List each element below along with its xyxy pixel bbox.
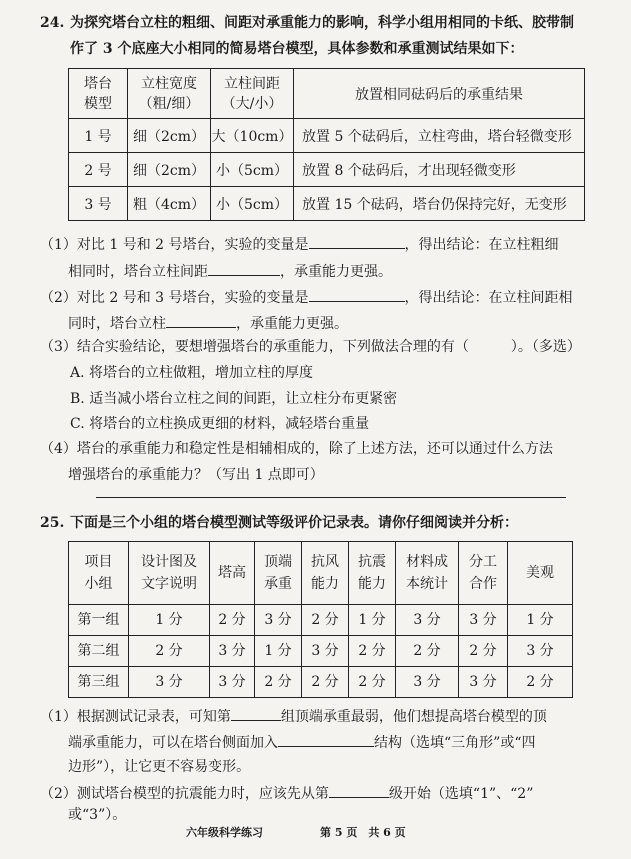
q25-cell: 第三组: [69, 667, 129, 698]
answer-blank[interactable]: [309, 232, 405, 249]
q24-header-cell: 放置相同砝码后的承重结果: [294, 69, 585, 119]
q24-cell: 大（10cm）: [211, 119, 294, 153]
q24-sub4-line2: 增强塔台的承重能力？（写出 1 点即可）: [68, 467, 324, 483]
q25-cell: 2 分: [508, 667, 573, 698]
q24-cell: 1 号: [69, 119, 128, 153]
q24-cell: 小（5cm）: [211, 187, 294, 221]
q24-sub1-line2: 相同时，塔台立柱间距 ，承重能力更强。: [68, 259, 392, 283]
q25-cell: 第一组: [69, 605, 129, 636]
q24-cell: 放置 5 个砝码后，立柱弯曲，塔台轻微变形: [294, 119, 585, 153]
q25-cell: 3 分: [210, 636, 255, 667]
q25-header-cell: 设计图及 文字说明: [129, 542, 210, 605]
q25-header-cell: 抗震 能力: [349, 542, 396, 605]
q25-cell: 2 分: [302, 605, 349, 636]
q24-intro-line1: 为探究塔台立柱的粗细、间距对承重能力的影响，科学小组用相同的卡纸、胶带制: [70, 15, 574, 31]
q25-cell: 3 分: [459, 667, 508, 698]
q25-sub1-line2: 端承重能力，可以在塔台侧面加入 结构（选填“三角形”或“四: [68, 730, 535, 754]
q25-table-row: [69, 636, 573, 667]
q24-cell: 2 号: [69, 153, 128, 187]
q25-sub1-line3: 边形”），让它更不容易变形。: [68, 759, 251, 775]
q25-cell: 2 分: [302, 667, 349, 698]
q25-header-cell: 项目 小组: [69, 542, 129, 605]
q24-table-row: [69, 153, 585, 187]
q25-cell: 2 分: [349, 636, 396, 667]
q25-cell: 2 分: [396, 636, 459, 667]
q24-sub2-line1: （2）对比 2 号和 3 号塔台，实验的变量是 ，得出结论：在立柱间距相: [40, 285, 573, 309]
q24-cell: 粗（4cm）: [128, 187, 211, 221]
q24-option-c: C. 将塔台的立柱换成更细的材料，减轻塔台重量: [70, 416, 370, 432]
q25-table-row: [69, 667, 573, 698]
q24-table-row: [69, 187, 585, 221]
q25-sub2-line1: （2）测试塔台模型的抗震能力时，应该先从第 级开始（选填“1”、“2”: [40, 781, 533, 805]
q25-cell: 1 分: [129, 605, 210, 636]
q25-cell: 3 分: [210, 667, 255, 698]
q24-table-header-row: [69, 69, 585, 119]
q24-option-b: B. 适当减小塔台立柱之间的间距，让立柱分布更紧密: [70, 391, 398, 407]
q24-table-row: [69, 119, 585, 153]
q25-header-cell: 美观: [508, 542, 573, 605]
q24-test-table: [68, 68, 585, 221]
q24-answer-line[interactable]: [96, 497, 566, 498]
q25-cell: 1 分: [255, 636, 302, 667]
q24-cell: 放置 8 个砝码后，才出现轻微变形: [294, 153, 585, 187]
q25-cell: 2 分: [459, 636, 508, 667]
q24-cell: 细（2cm）: [128, 153, 211, 187]
q24-sub2-line2: 同时，塔台立柱 ，承重能力更强。: [68, 311, 348, 335]
q25-cell: 3 分: [396, 605, 459, 636]
q25-cell: 3 分: [255, 605, 302, 636]
footer-subject: 六年级科学练习: [186, 826, 263, 839]
q25-cell: 3 分: [508, 636, 573, 667]
q25-cell: 3 分: [129, 667, 210, 698]
q25-header-cell: 顶端 承重: [255, 542, 302, 605]
q25-header-cell: 抗风 能力: [302, 542, 349, 605]
q25-number: 25.: [40, 515, 65, 531]
q24-number: 24.: [40, 15, 65, 31]
q25-cell: 3 分: [396, 667, 459, 698]
q25-cell: 2 分: [255, 667, 302, 698]
q25-cell: 1 分: [349, 605, 396, 636]
q25-cell: 第二组: [69, 636, 129, 667]
q25-header-cell: 材料成 本统计: [396, 542, 459, 605]
q24-cell: 小（5cm）: [211, 153, 294, 187]
q25-intro: 下面是三个小组的塔台模型测试等级评价记录表。请你仔细阅读并分析：: [70, 515, 518, 531]
answer-blank[interactable]: [309, 285, 405, 302]
q25-cell: 2 分: [349, 667, 396, 698]
q25-header-cell: 分工 合作: [459, 542, 508, 605]
q24-header-cell: 塔台 模型: [69, 69, 128, 119]
q24-sub3: （3）结合实验结论，要想增强塔台的承重能力，下列做法合理的有（ ）。（多选）: [40, 339, 581, 355]
q25-header-cell: 塔高: [210, 542, 255, 605]
q25-cell: 2 分: [210, 605, 255, 636]
q24-header-cell: 立柱宽度 （粗/细）: [128, 69, 211, 119]
q25-cell: 2 分: [129, 636, 210, 667]
answer-blank[interactable]: [278, 730, 374, 747]
answer-blank[interactable]: [208, 259, 280, 276]
q24-sub1-line1: （1）对比 1 号和 2 号塔台，实验的变量是 ，得出结论：在立柱粗细: [40, 232, 559, 256]
q24-header-cell: 立柱间距 （大/小）: [211, 69, 294, 119]
q25-cell: 3 分: [302, 636, 349, 667]
q25-score-table: [68, 541, 573, 698]
q24-intro-line2: 作了 3 个底座大小相同的简易塔台模型，具体参数和承重测试结果如下：: [70, 41, 524, 57]
answer-blank[interactable]: [166, 311, 236, 328]
answer-blank[interactable]: [231, 704, 281, 721]
q24-cell: 放置 15 个砝码，塔台仍保持完好，无变形: [294, 187, 585, 221]
q25-table-row: [69, 605, 573, 636]
q25-cell: 3 分: [459, 605, 508, 636]
q25-table-header-row: [69, 542, 573, 605]
q25-sub2-line2: 或“3”）。: [68, 807, 127, 823]
q24-option-a: A. 将塔台的立柱做粗，增加立柱的厚度: [70, 365, 314, 381]
q24-cell: 细（2cm）: [128, 119, 211, 153]
q24-sub4-line1: （4）塔台的承重能力和稳定性是相辅相成的，除了上述方法，还可以通过什么方法: [40, 441, 553, 457]
q25-cell: 1 分: [508, 605, 573, 636]
answer-blank[interactable]: [329, 781, 389, 798]
q25-sub1-line1: （1）根据测试记录表，可知第 组顶端承重最弱，他们想提高塔台模型的顶: [40, 704, 547, 728]
footer-page-number: 第 5 页 共 6 页: [320, 826, 406, 839]
q24-cell: 3 号: [69, 187, 128, 221]
